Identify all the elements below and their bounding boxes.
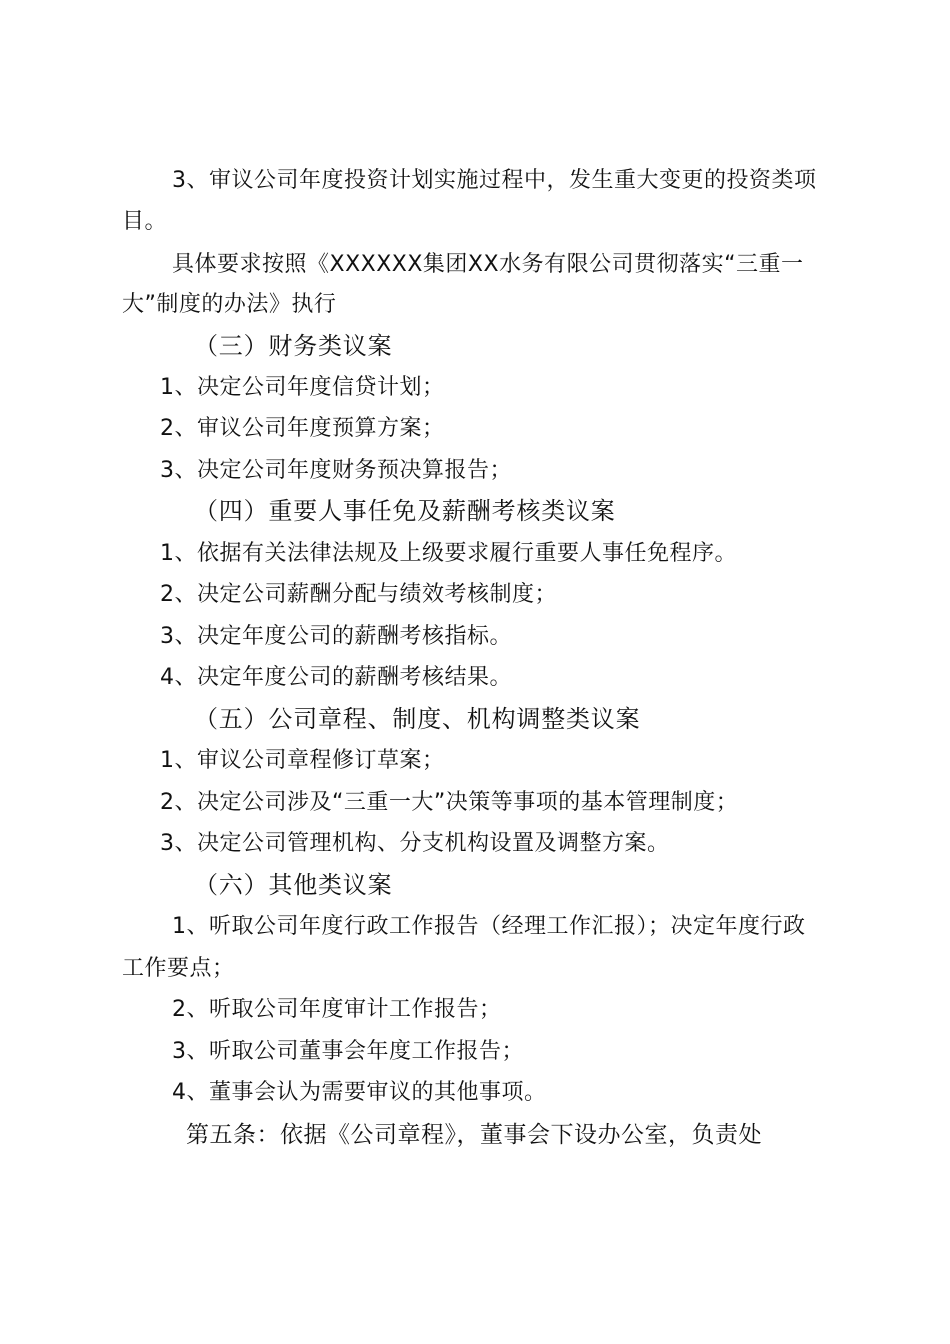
list-item-personnel-3: 3、决定年度公司的薪酬考核指标。 [160, 624, 512, 649]
list-item-other-1: 1、听取公司年度行政工作报告（经理工作汇报）；决定年度行政 [172, 914, 806, 939]
list-item-finance-2: 2、审议公司年度预算方案； [160, 416, 445, 441]
list-item-other-4: 4、董事会认为需要审议的其他事项。 [172, 1080, 547, 1105]
list-item-finance-3: 3、决定公司年度财务预决算报告； [160, 458, 512, 483]
list-item-personnel-1: 1、依据有关法律法规及上级要求履行重要人事任免程序。 [160, 541, 737, 566]
paragraph-requirements: 具体要求按照《XXXXXX集团XX水务有限公司贯彻落实“三重一 [172, 252, 804, 277]
section-heading-charter: （五）公司章程、制度、机构调整类议案 [194, 705, 641, 733]
list-item-charter-3: 3、决定公司管理机构、分支机构设置及调整方案。 [160, 831, 670, 856]
article-five: 第五条：依据《公司章程》，董事会下设办公室，负责处 [186, 1122, 762, 1148]
section-heading-personnel: （四）重要人事任免及薪酬考核类议案 [194, 497, 616, 525]
list-item-other-1-cont: 工作要点； [122, 956, 235, 981]
list-item-charter-2: 2、决定公司涉及“三重一大”决策等事项的基本管理制度； [160, 790, 739, 815]
paragraph-investment-item-3: 3、审议公司年度投资计划实施过程中，发生重大变更的投资类项 [172, 168, 817, 193]
paragraph-investment-item-3-cont: 目。 [122, 209, 168, 234]
list-item-personnel-4: 4、决定年度公司的薪酬考核结果。 [160, 665, 512, 690]
paragraph-requirements-cont: 大”制度的办法》执行 [122, 292, 337, 317]
section-heading-finance: （三）财务类议案 [194, 332, 393, 360]
list-item-personnel-2: 2、决定公司薪酬分配与绩效考核制度； [160, 582, 557, 607]
list-item-charter-1: 1、审议公司章程修订草案； [160, 748, 445, 773]
list-item-other-3: 3、听取公司董事会年度工作报告； [172, 1039, 524, 1064]
list-item-finance-1: 1、决定公司年度信贷计划； [160, 375, 445, 400]
list-item-other-2: 2、听取公司年度审计工作报告； [172, 997, 502, 1022]
section-heading-other: （六）其他类议案 [194, 871, 393, 899]
